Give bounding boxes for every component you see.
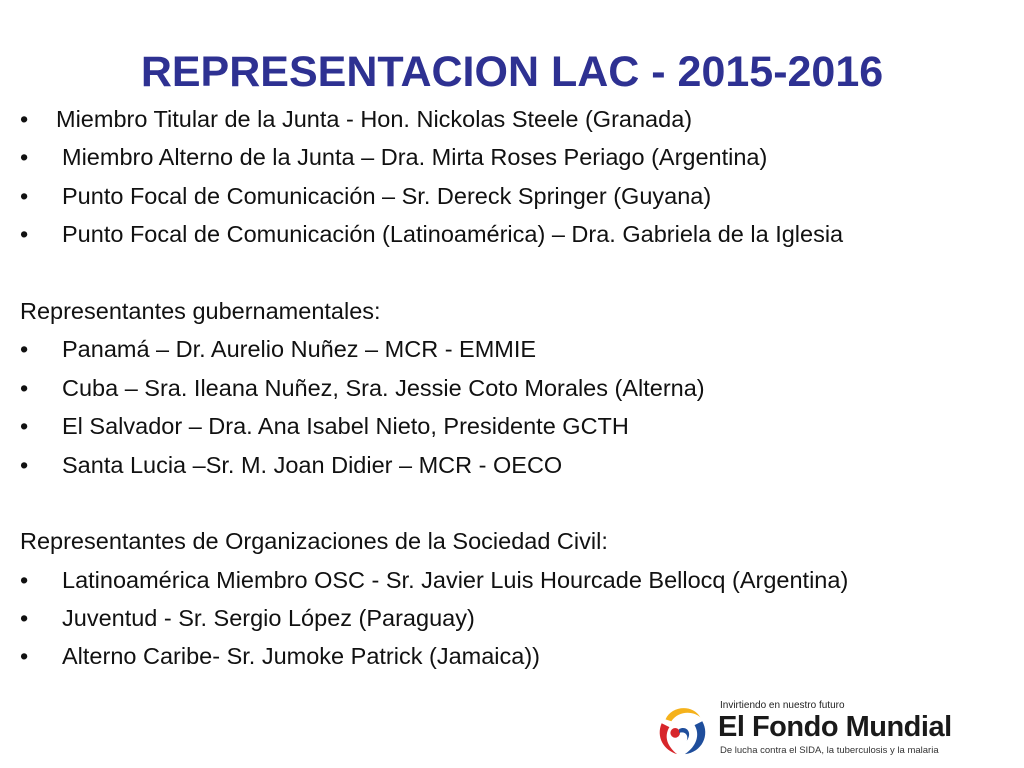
board-item-text: Miembro Titular de la Junta - Hon. Nickolas Steele (Granada) — [56, 106, 693, 132]
bullet-icon: • — [20, 413, 29, 440]
civil-society-item-text: Alterno Caribe- Sr. Jumoke Patrick (Jamaica)) — [62, 643, 540, 670]
bullet-icon: • — [20, 221, 29, 248]
bullet-icon: • — [20, 566, 29, 593]
list-item — [20, 138, 1020, 176]
logo-subtitle: De lucha contra el SIDA, la tuberculosis y la malaria — [720, 745, 939, 756]
spacer — [20, 484, 1020, 522]
civil-society-heading: Representantes de Organizaciones de la Sociedad Civil: — [20, 528, 608, 555]
list-item — [20, 215, 1020, 253]
list-item — [20, 561, 1020, 599]
list-item — [20, 407, 1020, 445]
spacer — [20, 254, 1020, 292]
logo-name: El Fondo Mundial — [718, 711, 952, 743]
slide-content — [20, 100, 1020, 676]
global-fund-logo — [652, 698, 952, 760]
government-heading: Representantes gubernamentales: — [20, 297, 381, 324]
board-item-text: Punto Focal de Comunicación – Sr. Dereck Springer (Guyana) — [62, 182, 712, 209]
government-item-text: Cuba – Sra. Ileana Nuñez, Sra. Jessie Coto Morales (Alterna) — [62, 374, 705, 401]
list-item — [20, 330, 1020, 368]
list-item — [20, 637, 1020, 675]
board-item-text: Punto Focal de Comunicación (Latinoamérica) – Dra. Gabriela de la Iglesia — [62, 221, 844, 248]
bullet-icon: • — [20, 144, 29, 171]
list-item — [20, 599, 1020, 637]
government-item-text: Panamá – Dr. Aurelio Nuñez – MCR - EMMIE — [62, 336, 537, 363]
civil-society-item-text: Latinoamérica Miembro OSC - Sr. Javier Luis Hourcade Bellocq (Argentina) — [62, 566, 849, 593]
board-item-text: Miembro Alterno de la Junta – Dra. Mirta Roses Periago (Argentina) — [62, 144, 768, 171]
civil-society-item-text: Juventud - Sr. Sergio López (Paraguay) — [62, 605, 475, 632]
list-item — [20, 100, 1020, 138]
bullet-icon: • — [20, 374, 29, 401]
government-item-text: El Salvador – Dra. Ana Isabel Nieto, Presidente GCTH — [62, 413, 629, 440]
bullet-icon: • — [20, 605, 29, 632]
bullet-icon: • — [20, 451, 29, 478]
slide-title: REPRESENTACION LAC - 2015-2016 — [140, 48, 884, 96]
list-item — [20, 446, 1020, 484]
bullet-icon: • — [20, 336, 29, 363]
bullet-icon: • — [20, 643, 29, 670]
list-item — [20, 177, 1020, 215]
bullet-icon: • — [20, 182, 29, 209]
bullet-icon: • — [20, 106, 29, 132]
list-item — [20, 369, 1020, 407]
logo-tagline: Invirtiendo en nuestro futuro — [720, 700, 845, 711]
government-item-text: Santa Lucia –Sr. M. Joan Didier – MCR - OECO — [62, 451, 563, 478]
global-fund-swirl-icon — [652, 700, 710, 758]
